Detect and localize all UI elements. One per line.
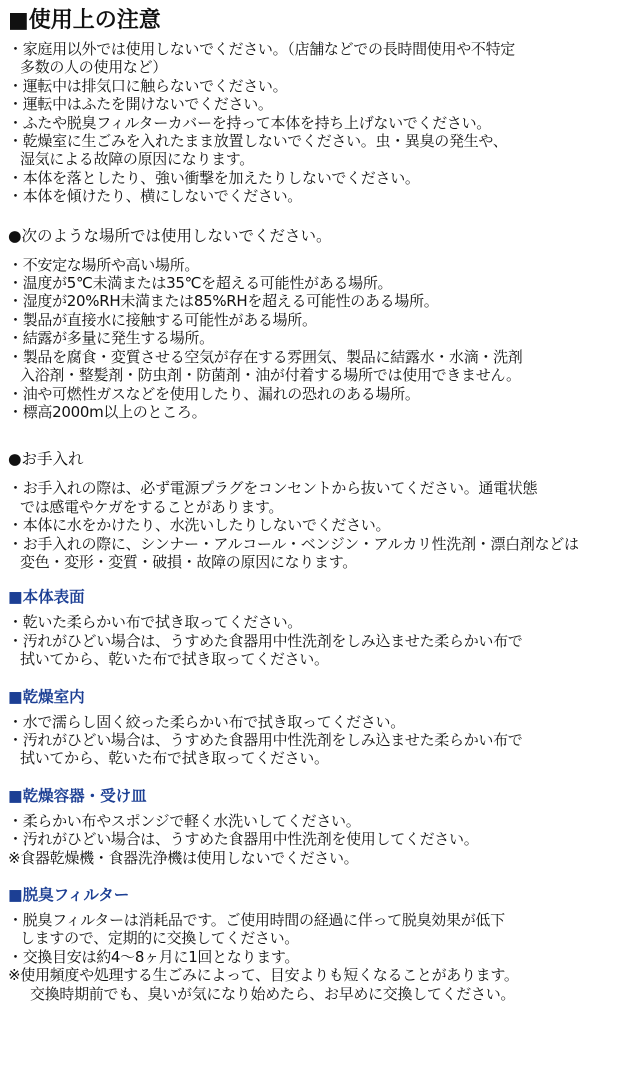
caution-list <box>8 40 632 206</box>
subsection-heading <box>8 587 632 607</box>
care-list <box>8 479 632 571</box>
subsection-title: 乾燥容器・受け皿 <box>22 786 147 805</box>
list-item-text: ・製品が直接水に接触する可能性がある場所。 <box>8 310 317 329</box>
list-item-text: ・乾いた柔らかい布で拭き取ってください。 <box>8 613 303 632</box>
list-item <box>8 187 632 205</box>
list-item-text: ・ふたや脱臭フィルターカバーを持って本体を持ち上げないでください。 <box>8 113 492 132</box>
subsection-heading <box>8 885 632 905</box>
care-subsection <box>8 587 632 668</box>
list-item-continuation: 入浴剤・整髪剤・防虫剤・防菌剤・油が付着する場所では使用できません。 <box>20 366 521 385</box>
list-item <box>8 830 632 848</box>
list-item-text: ※食器乾燥機・食器洗浄機は使用しないでください。 <box>8 848 359 867</box>
list-item-text: ・汚れがひどい場合は、うすめた食器用中性洗剤をしみ込ませた柔らかい布で <box>8 730 523 749</box>
subsection-list <box>8 613 632 668</box>
list-item <box>8 329 632 347</box>
care-subsection <box>8 786 632 867</box>
care-heading: ●お手入れ <box>8 450 84 469</box>
list-item <box>8 966 632 1003</box>
list-item <box>8 731 632 768</box>
list-item-text: ・柔らかい布やスポンジで軽く水洗いしてください。 <box>8 811 361 830</box>
list-item-continuation: 湿気による故障の原因になります。 <box>20 150 255 169</box>
subsection-title: 乾燥室内 <box>22 687 85 706</box>
list-item <box>8 613 632 631</box>
subsection-title: 本体表面 <box>22 588 85 607</box>
square-bullet-icon: ■ <box>8 588 23 607</box>
subsection-heading <box>8 786 632 806</box>
list-item <box>8 948 632 966</box>
list-item <box>8 311 632 329</box>
list-item <box>8 95 632 113</box>
unsuitable-places-section <box>8 226 632 422</box>
subsection-list <box>8 911 632 1003</box>
list-item-continuation: 拭いてから、乾いた布で拭き取ってください。 <box>20 749 329 768</box>
list-item-text: ・本体を傾けたり、横にしないでください。 <box>8 187 303 206</box>
list-item-text: ・運転中はふたを開けないでください。 <box>8 95 273 114</box>
list-item-text: ・温度が5℃未満または35℃を超える可能性がある場所。 <box>8 274 393 293</box>
list-item <box>8 348 632 385</box>
list-item-continuation: 多数の人の使用など） <box>20 58 168 77</box>
list-item <box>8 849 632 867</box>
subsection-list <box>8 812 632 867</box>
list-item <box>8 40 632 77</box>
list-item-text: ・お手入れの際は、必ず電源プラグをコンセントから抜いてください。通電状態 <box>8 479 538 498</box>
list-item-text: ・汚れがひどい場合は、うすめた食器用中性洗剤をしみ込ませた柔らかい布で <box>8 631 523 650</box>
unsuitable-places-heading: ●次のような場所では使用しないでください。 <box>8 226 332 245</box>
list-item-text: ・結露が多量に発生する場所。 <box>8 329 214 348</box>
square-bullet-icon: ■ <box>8 687 23 706</box>
care-subsection <box>8 687 632 768</box>
list-item-text: ・標高2000m以上のところ。 <box>8 402 207 421</box>
unsuitable-places-list <box>8 256 632 422</box>
list-item <box>8 169 632 187</box>
subsection-heading <box>8 687 632 707</box>
list-item-text: ・湿度が20%RH未満または85%RHを超える可能性のある場所。 <box>8 292 439 311</box>
list-item-continuation: しますので、定期的に交換してください。 <box>20 929 300 948</box>
care-subsections <box>8 587 632 1003</box>
list-item <box>8 911 632 948</box>
list-item-text: ・本体を落としたり、強い衝撃を加えたりしないでください。 <box>8 168 420 187</box>
list-item-text: ・お手入れの際に、シンナー・アルコール・ベンジン・アルカリ性洗剤・漂白剤などは <box>8 534 579 553</box>
list-item <box>8 114 632 132</box>
list-item <box>8 77 632 95</box>
list-item <box>8 256 632 274</box>
list-item-continuation: 拭いてから、乾いた布で拭き取ってください。 <box>20 650 329 669</box>
list-item <box>8 535 632 572</box>
list-item-continuation: 交換時期前でも、臭いが気になり始めたら、お早めに交換してください。 <box>30 984 516 1003</box>
list-item-text: ・家庭用以外では使用しないでください。（店舗などでの長時間使用や不特定 <box>8 40 516 58</box>
list-item <box>8 274 632 292</box>
list-item-text: ・交換目安は約4～8ヶ月に1回となります。 <box>8 947 300 966</box>
list-item-text: ・脱臭フィルターは消耗品です。ご使用時間の経過に伴って脱臭効果が低下 <box>8 911 505 929</box>
care-section <box>8 449 632 571</box>
list-item-text: ※使用頻度や処理する生ごみによって、目安よりも短くなることがあります。 <box>8 966 519 985</box>
list-item-text: ・水で濡らし固く絞った柔らかい布で拭き取ってください。 <box>8 712 405 731</box>
list-item <box>8 132 632 169</box>
list-item <box>8 403 632 421</box>
list-item-text: ・乾燥室に生ごみを入れたまま放置しないでください。虫・異臭の発生や、 <box>8 132 508 151</box>
subsection-list <box>8 713 632 768</box>
list-item <box>8 479 632 516</box>
list-item-continuation: 変色・変形・変質・破損・故障の原因になります。 <box>20 552 357 571</box>
list-item-continuation: では感電やケガをすることがあります。 <box>20 497 284 516</box>
list-item-text: ・汚れがひどい場合は、うすめた食器用中性洗剤を使用してください。 <box>8 830 479 849</box>
subsection-title: 脱臭フィルター <box>22 886 130 904</box>
list-item <box>8 812 632 830</box>
page-title: ■使用上の注意 <box>8 8 161 33</box>
list-item <box>8 632 632 669</box>
list-item-text: ・不安定な場所や高い場所。 <box>8 255 200 274</box>
care-subsection <box>8 885 632 1003</box>
square-bullet-icon: ■ <box>8 786 23 805</box>
list-item-text: ・製品を腐食・変質させる空気が存在する雰囲気、製品に結露水・水滴・洗剤 <box>8 347 523 366</box>
square-bullet-icon: ■ <box>8 886 23 904</box>
list-item <box>8 385 632 403</box>
list-item-text: ・油や可燃性ガスなどを使用したり、漏れの恐れのある場所。 <box>8 384 420 403</box>
list-item-text: ・本体に水をかけたり、水洗いしたりしないでください。 <box>8 516 391 535</box>
list-item <box>8 292 632 310</box>
list-item <box>8 516 632 534</box>
list-item <box>8 713 632 731</box>
list-item-text: ・運転中は排気口に触らないでください。 <box>8 76 288 95</box>
